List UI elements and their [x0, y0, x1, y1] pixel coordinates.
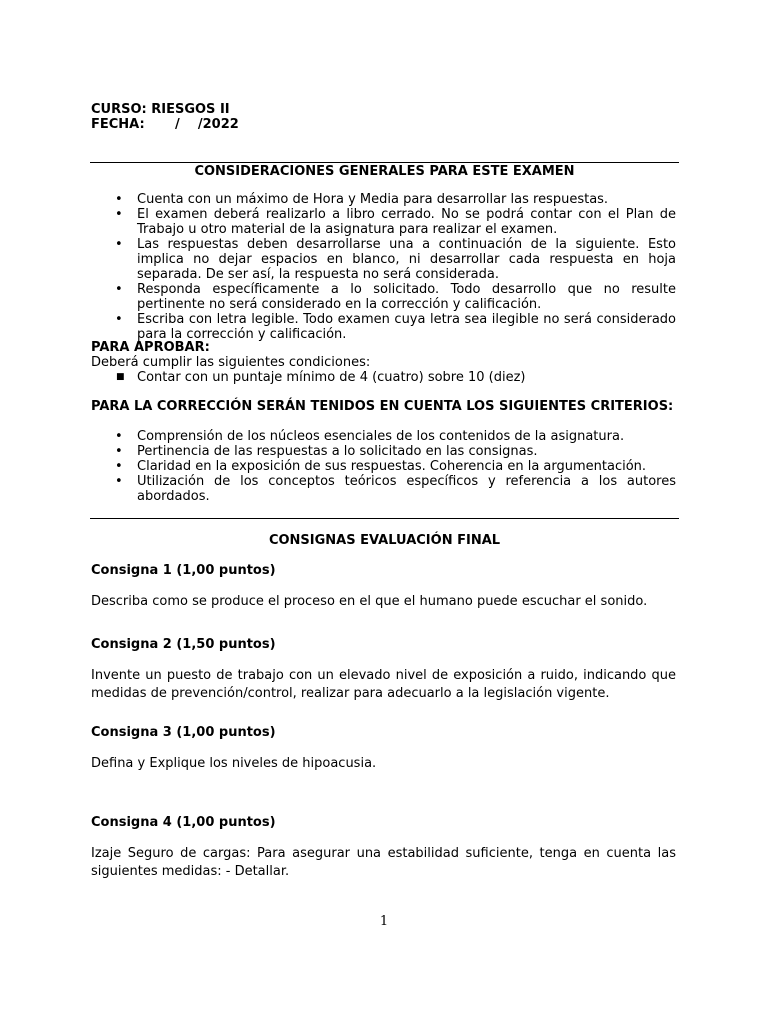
- list-item: • Comprensión de los núcleos esenciales de los contenidos de la asignatura.: [115, 429, 625, 444]
- divider-top: [90, 162, 679, 163]
- page-number: 1: [379, 914, 389, 929]
- bullet-icon: •: [115, 207, 123, 222]
- bullet-icon: •: [115, 312, 123, 327]
- bullet-icon: •: [115, 282, 123, 297]
- bullet-icon: •: [115, 459, 123, 474]
- list-item: • Claridad en la exposición de sus respuestas. Coherencia en la argumentación.: [115, 459, 647, 474]
- consignas-title: CONSIGNAS EVALUACIÓN FINAL: [268, 533, 501, 548]
- list-item: • Pertinencia de las respuestas a lo solicitado en las consignas.: [115, 444, 538, 459]
- date-line: [91, 117, 239, 133]
- list-item: ■ Contar con un puntaje mínimo de 4 (cuatro) sobre 10 (diez): [116, 370, 526, 385]
- course-line: [91, 102, 230, 118]
- correction-list: [90, 429, 676, 504]
- date-label: FECHA:: [91, 117, 145, 132]
- course-label: CURSO: RIESGOS II: [91, 102, 230, 117]
- list-item: • Cuenta con un máximo de Hora y Media para desarrollar las respuestas.: [115, 192, 609, 207]
- list-item: • Utilización de los conceptos teóricos específicos y referencia a los autores abordados.: [115, 474, 676, 504]
- consigna-2-heading: Consigna 2 (1,50 puntos): [91, 637, 276, 652]
- approve-intro: Deberá cumplir las siguientes condiciones:: [91, 355, 371, 370]
- approve-title: PARA APROBAR:: [91, 340, 210, 355]
- bullet-icon: •: [115, 429, 123, 444]
- consigna-2-text: Invente un puesto de trabajo con un elevado nivel de exposición a ruido, indicando que medidas de prevención/control, realizar para adecuarlo a la legislación vigente.: [91, 668, 676, 701]
- divider-bottom: [90, 518, 679, 519]
- consigna-1-text: Describa como se produce el proceso en el que el humano puede escuchar el sonido.: [91, 594, 648, 609]
- list-item: • Escriba con letra legible. Todo examen cuya letra sea ilegible no será considerado para la corrección y calificación.: [115, 312, 676, 342]
- consigna-4-heading: Consigna 4 (1,00 puntos): [91, 815, 276, 830]
- bullet-icon: •: [115, 474, 123, 489]
- considerations-list: [90, 192, 676, 342]
- consigna-4-text: Izaje Seguro de cargas: Para asegurar una estabilidad suficiente, tenga en cuenta las siguientes medidas: - Detallar.: [91, 846, 676, 879]
- bullet-icon: •: [115, 237, 123, 252]
- consigna-3-heading: Consigna 3 (1,00 puntos): [91, 725, 276, 740]
- list-item: • El examen deberá realizarlo a libro cerrado. No se podrá contar con el Plan de Trabajo u otro material de la asignatura para realizar el examen.: [115, 207, 676, 237]
- date-value: / /2022: [175, 117, 239, 132]
- consigna-1-heading: Consigna 1 (1,00 puntos): [91, 563, 276, 578]
- correction-title: PARA LA CORRECCIÓN SERÁN TENIDOS EN CUENTA LOS SIGUIENTES CRITERIOS:: [91, 399, 674, 414]
- list-item: • Responda específicamente a lo solicitado. Todo desarrollo que no resulte pertinente no será considerado en la corrección y calificación.: [115, 282, 676, 312]
- bullet-icon: •: [115, 444, 123, 459]
- square-bullet-icon: ■: [116, 372, 125, 382]
- bullet-icon: •: [115, 192, 123, 207]
- considerations-title: CONSIDERACIONES GENERALES PARA ESTE EXAMEN: [194, 164, 575, 179]
- list-item: • Las respuestas deben desarrollarse una a continuación de la siguiente. Esto implica no dejar espacios en blanco, ni desarrollar cada respuesta en hoja separada. De ser así, la respuesta no será considerada.: [115, 237, 676, 282]
- approve-list: [90, 370, 676, 385]
- consigna-3-text: Defina y Explique los niveles de hipoacusia.: [91, 756, 377, 771]
